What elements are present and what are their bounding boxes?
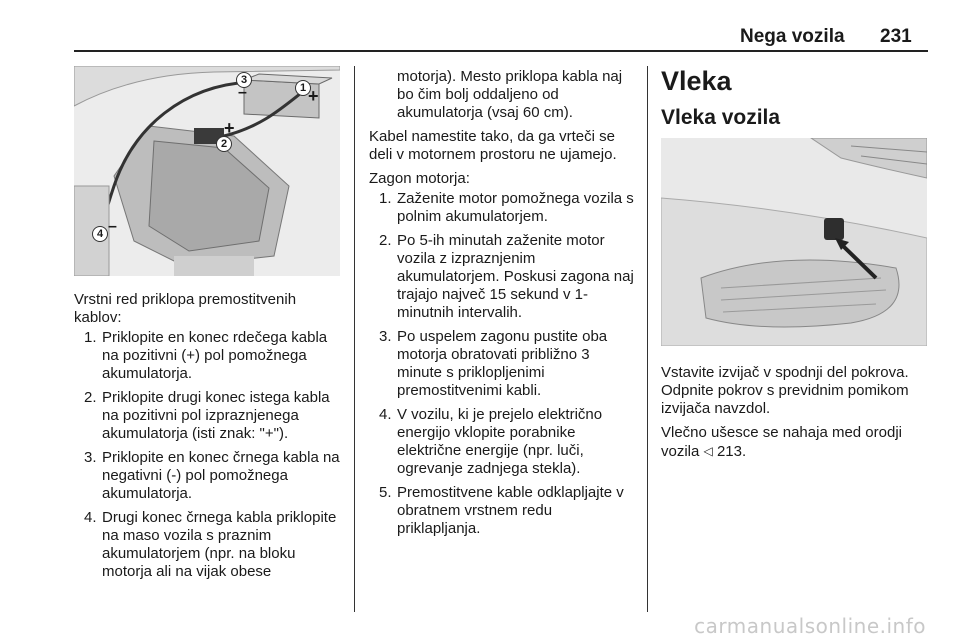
subsection-title: Vleka vozila (661, 106, 781, 129)
column-1-text (74, 291, 346, 581)
list-item: 5. Premostitvene kable odklapljajte v obratnem vrstnem redu priklapljanja. (379, 484, 624, 537)
screwdriver-paragraph: Vstavite izvijač v spodnji del pokrova. Odpnite pokrov s previdnim pomikom izvijača navzdol. (661, 364, 909, 417)
towing-eye-cover-illustration (661, 138, 927, 346)
engine-start-label: Zagon motorja: (369, 170, 470, 187)
bumper-drawing (661, 138, 927, 346)
plus-sign-1: + (308, 86, 319, 106)
towing-eye-location-paragraph: Vlečno ušesce se nahaja med orodji vozila ◁ 213. (661, 424, 902, 460)
engine-start-steps-list (369, 190, 637, 538)
list-item: 1. Priklopite en konec rdečega kabla na pozitivni (+) pol pomožnega akumulatorja. (84, 329, 328, 382)
running-header-title: Nega vozila (740, 26, 845, 47)
section-title: Vleka (661, 66, 732, 96)
cable-placement-paragraph: Kabel namestite tako, da ga vrteči se deli v motornem prostoru ne ujamejo. (369, 128, 617, 163)
column-divider-2 (647, 66, 648, 612)
header-rule (74, 50, 928, 52)
list-item: 2. Po 5-ih minutah zaženite motor vozila z izpraznjenim akumulatorjem. Poskusi zagona naj trajajo največ 15 sekund v 1-minutnih intervalih. (379, 232, 634, 321)
connection-steps-list (74, 329, 346, 581)
list-item: 2. Priklopite drugi konec istega kabla na pozitivni pol izpraznjenega akumulatorja (isti znak: "+"). (84, 389, 330, 442)
callout-2: 2 (216, 136, 232, 152)
list-item: 4. Drugi konec črnega kabla priklopite na maso vozila s praznim akumulatorjem (npr. na bloku motorja ali na vijak obese (84, 509, 337, 580)
watermark: carmanualsonline.info (694, 614, 926, 638)
column-divider-1 (354, 66, 355, 612)
list-item: 1. Zaženite motor pomožnega vozila s polnim akumulatorjem. (379, 190, 634, 225)
list-item: 4. V vozilu, ki je prejelo električno energijo vklopite porabnike električne energije (npr. luči, ogrevanje zadnjega stekla). (379, 406, 603, 477)
page-reference[interactable]: 213. (716, 443, 747, 460)
intro-paragraph: Vrstni red priklopa premostitvenih kablov: (74, 291, 297, 326)
minus-sign-4: – (108, 218, 117, 235)
list-item: 3. Po uspelem zagonu pustite oba motorja obratovati približno 3 minute s priklopljenimi premostitvenimi kabli. (379, 328, 608, 399)
continuation-paragraph: motorja). Mesto priklopa kabla naj bo čim bolj oddaljeno od akumulatorja (vsaj 60 cm). (397, 68, 623, 121)
list-item: 3. Priklopite en konec črnega kabla na negativni (-) pol pomožnega akumulatorja. (84, 449, 340, 502)
callout-1: 1 (295, 80, 311, 96)
jump-start-illustration (74, 66, 340, 276)
column-2-text (369, 68, 637, 538)
callout-4: 4 (92, 226, 108, 242)
plus-sign-2: + (224, 118, 235, 138)
page-number: 231 (880, 26, 912, 47)
minus-sign-3: – (238, 84, 247, 101)
engine-bay-drawing (74, 66, 340, 276)
column-3-text (661, 364, 933, 461)
callout-3: 3 (236, 72, 252, 88)
page-reference-icon: ◁ (703, 444, 713, 458)
